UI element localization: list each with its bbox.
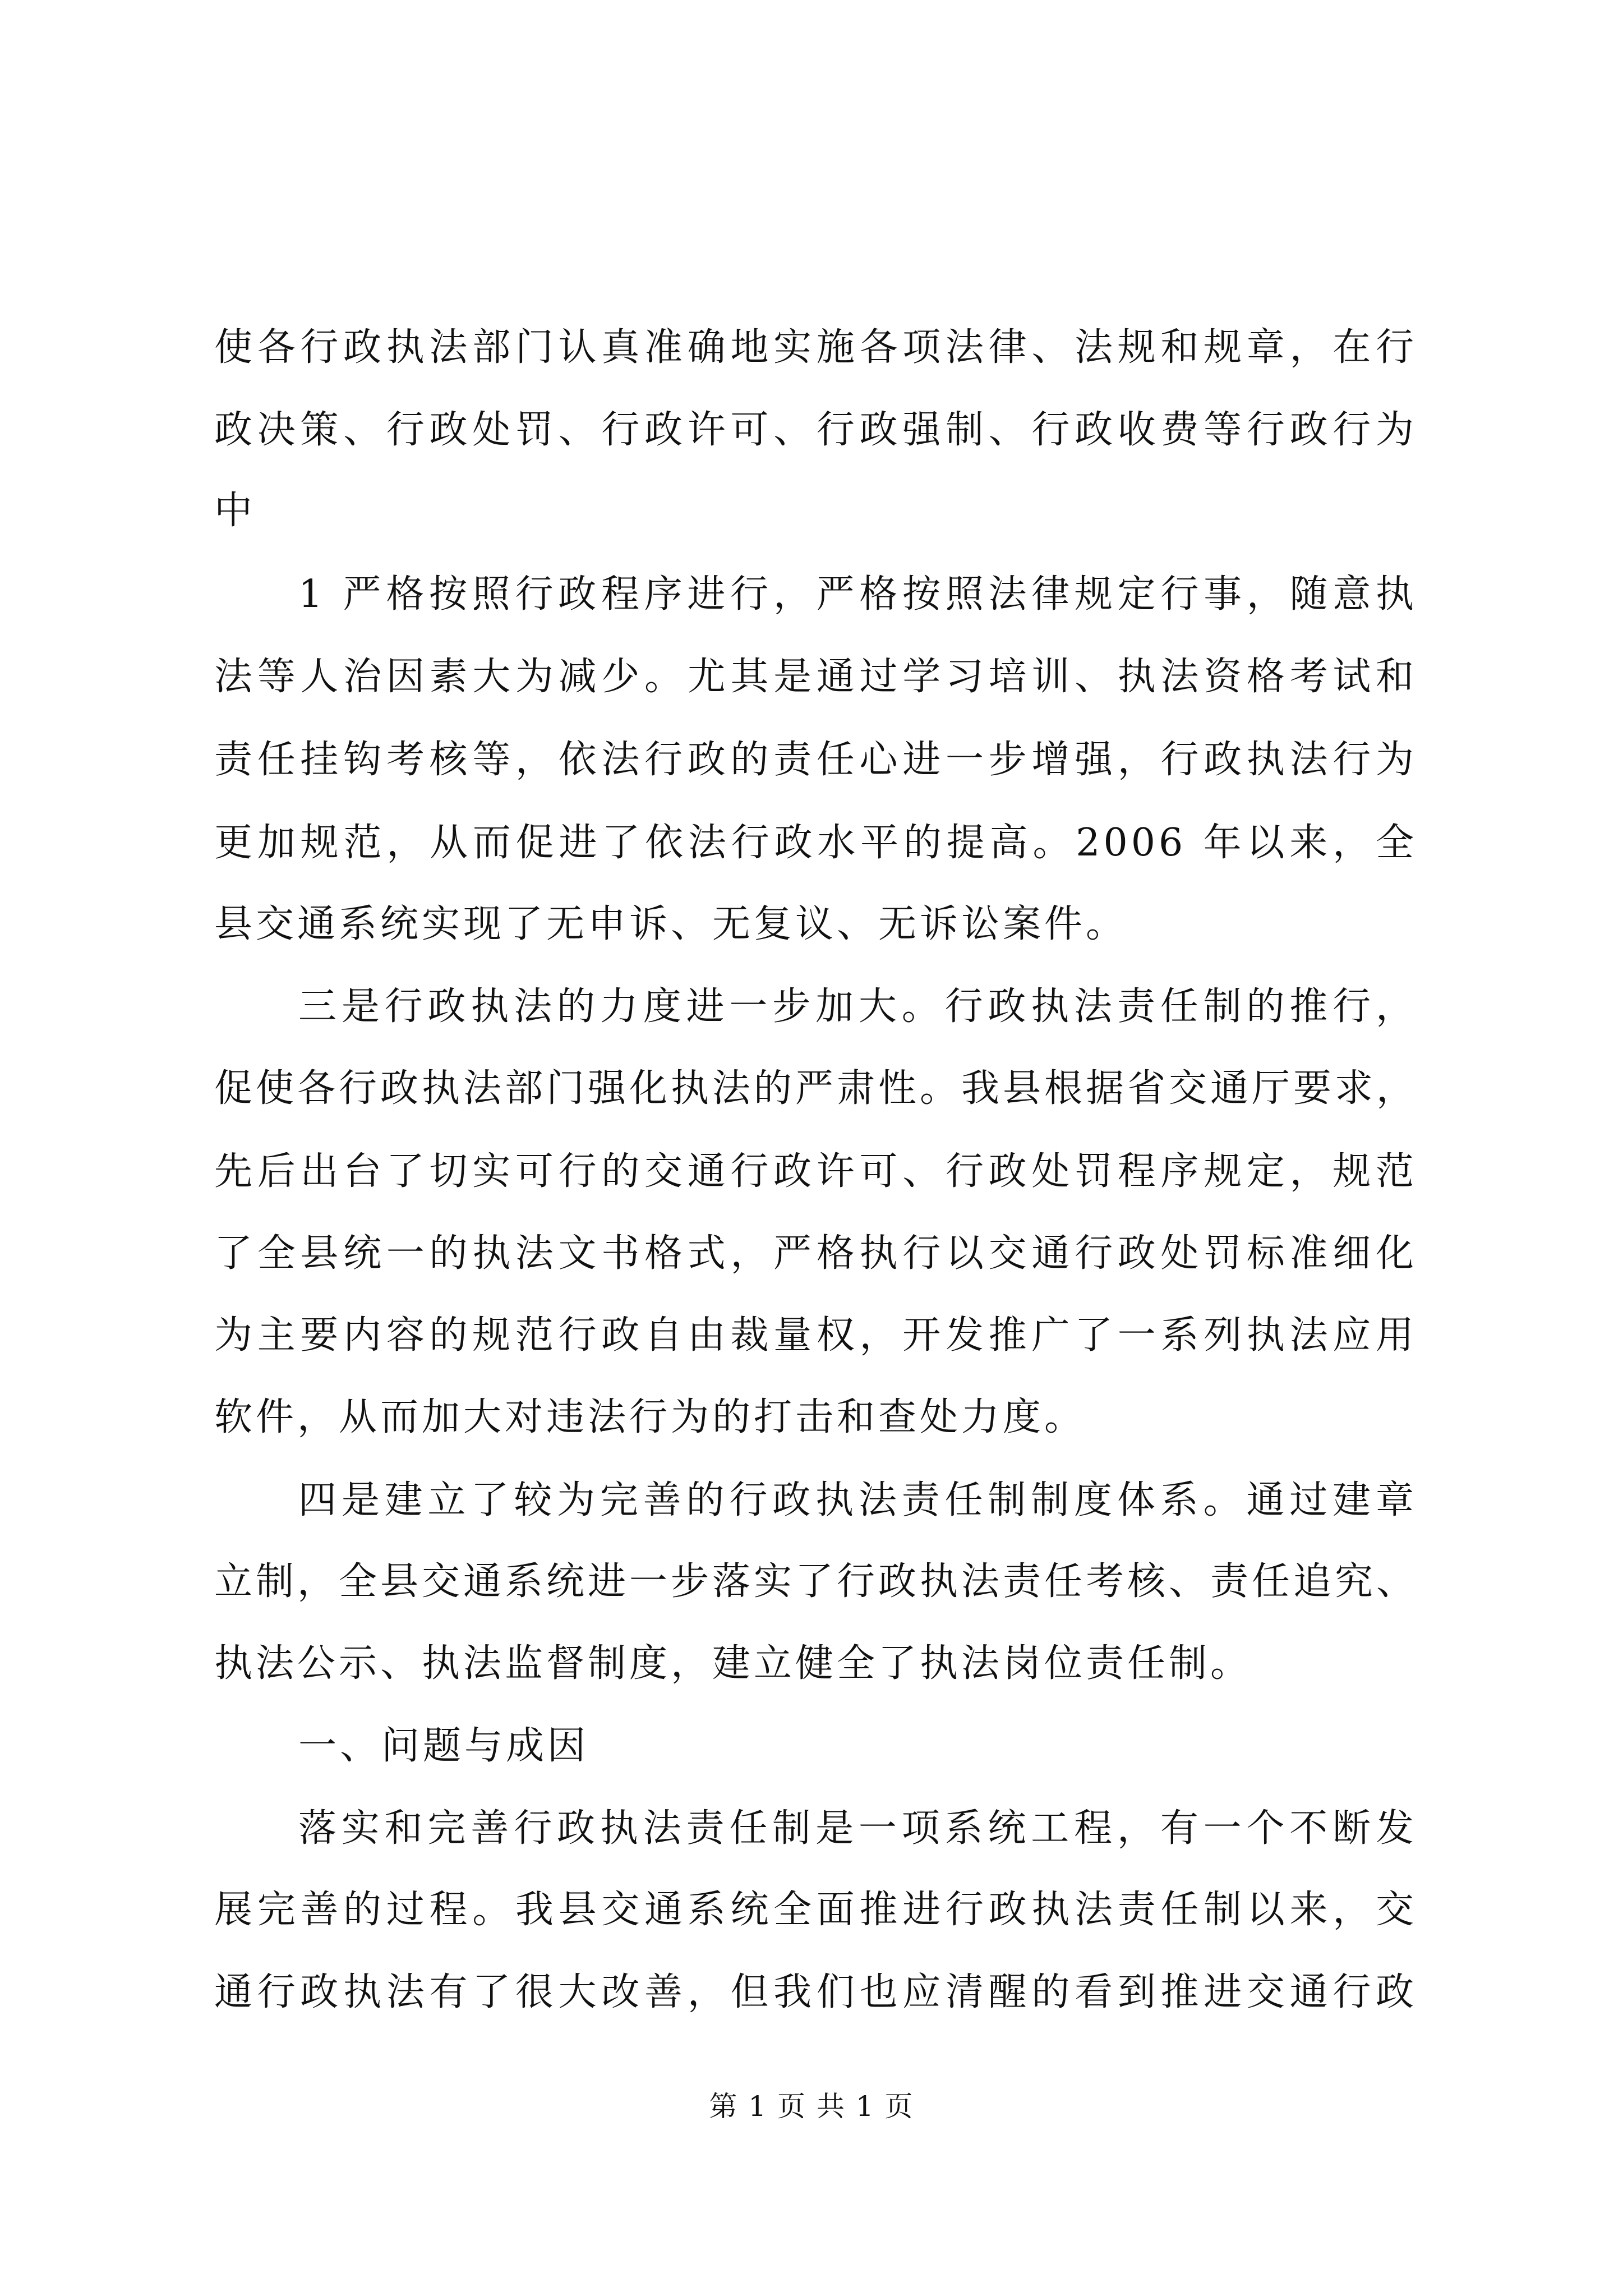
text-line: 更加规范，从而促进了依法行政水平的提高。2006 年以来，全: [214, 821, 1417, 865]
text-line: 执法公示、执法监督制度，建立健全了执法岗位责任制。: [214, 1641, 1252, 1686]
text-line: 责任挂钩考核等，依法行政的责任心进一步增强，行政执法行为: [214, 738, 1417, 782]
section-heading: 一、问题与成因: [298, 1724, 589, 1768]
text-line: 三是行政执法的力度进一步加大。行政执法责任制的推行，: [298, 984, 1417, 1029]
text-line: 先后出台了切实可行的交通行政许可、行政处罚程序规定，规范: [214, 1149, 1417, 1194]
text-line: 1 严格按照行政程序进行，严格按照法律规定行事，随意执: [298, 572, 1417, 616]
text-line: 立制，全县交通系统进一步落实了行政执法责任考核、责任追究、: [214, 1559, 1418, 1604]
text-line: 县交通系统实现了无申诉、无复议、无诉讼案件。: [214, 902, 1128, 946]
text-line: 软件，从而加大对违法行为的打击和查处力度。: [214, 1395, 1086, 1439]
text-line: 展完善的过程。我县交通系统全面推进行政执法责任制以来，交: [214, 1888, 1417, 1932]
text-line: 为主要内容的规范行政自由裁量权，开发推广了一系列执法应用: [214, 1313, 1417, 1358]
text-line: 使各行政执法部门认真准确地实施各项法律、法规和规章，在行: [214, 325, 1417, 370]
text-line: 促使各行政执法部门强化执法的严肃性。我县根据省交通厅要求，: [214, 1066, 1418, 1111]
text-line: 通行政执法有了很大改善，但我们也应清醒的看到推进交通行政: [214, 1970, 1417, 2014]
text-line: 落实和完善行政执法责任制是一项系统工程，有一个不断发: [298, 1806, 1417, 1851]
text-line: 了全县统一的执法文书格式，严格执行以交通行政处罚标准细化: [214, 1231, 1417, 1276]
text-line: 法等人治因素大为减少。尤其是通过学习培训、执法资格考试和: [214, 655, 1417, 699]
text-line: 政决策、行政处罚、行政许可、行政强制、行政收费等行政行为: [214, 408, 1417, 452]
page-number-footer: 第 1 页 共 1 页: [709, 2090, 914, 2123]
text-line: 中: [214, 489, 256, 533]
text-line: 四是建立了较为完善的行政执法责任制制度体系。通过建章: [298, 1478, 1417, 1522]
